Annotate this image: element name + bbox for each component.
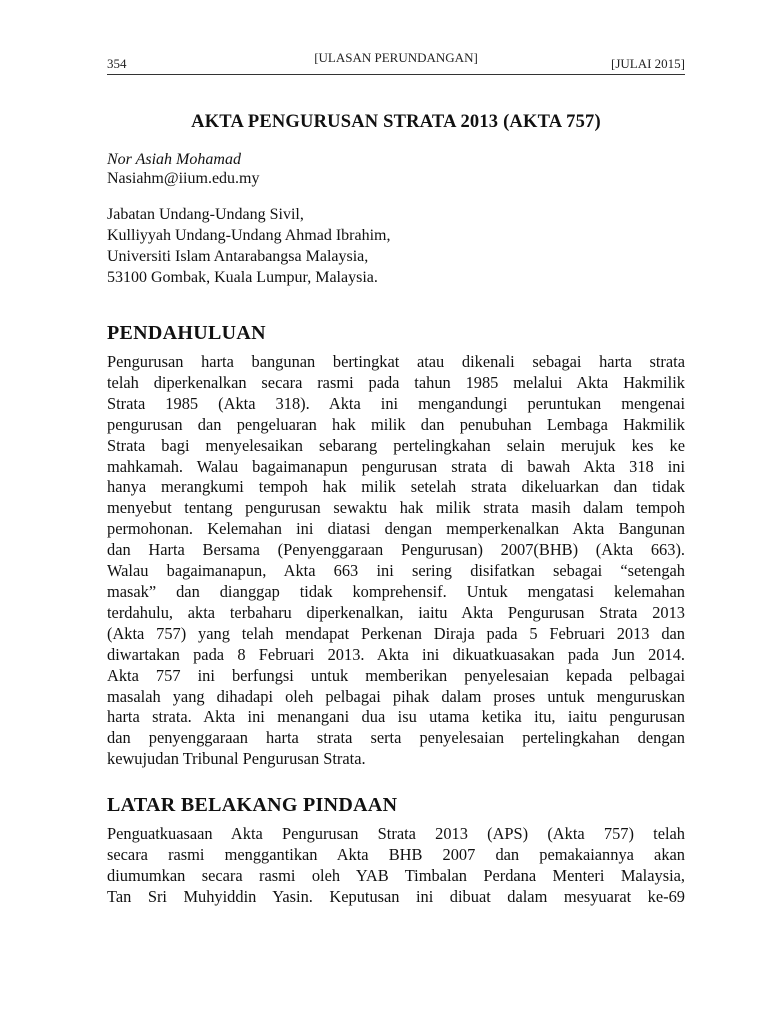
- running-header: [107, 52, 685, 75]
- affiliation-line: Kulliyyah Undang-Undang Ahmad Ibrahim,: [107, 227, 391, 244]
- body-text-line: masalah yang dihadapi oleh pelbagai pihak dalam proses untuk menguruskan: [107, 686, 685, 706]
- body-text-line: Strata 1985 (Akta 318). Akta ini mengandungi peruntukan mengenai: [107, 393, 685, 413]
- header-date: [JULAI 2015]: [610, 56, 685, 71]
- page-number: 354: [107, 56, 127, 71]
- body-text-line: Akta 757 ini berfungsi untuk memberikan penyelesaian kepada pelbagai: [107, 665, 685, 685]
- body-text-line: diumumkan secara rasmi oleh YAB Timbalan Perdana Menteri Malaysia,: [107, 865, 685, 885]
- body-text-line: pengurusan dan pengeluaran hak milik dan penubuhan Lembaga Hakmilik: [107, 414, 685, 434]
- body-text-line: dan penyenggaraan harta strata serta penyelesaian pertelingkahan dengan: [107, 728, 685, 748]
- article-title: AKTA PENGURUSAN STRATA 2013 (AKTA 757): [191, 112, 601, 132]
- body-text-line: Penguatkuasaan Akta Pengurusan Strata 2013 (APS) (Akta 757) telah: [107, 824, 685, 843]
- body-text-line: kewujudan Tribunal Pengurusan Strata.: [107, 749, 366, 769]
- section-heading-pendahuluan: PENDAHULUAN: [107, 322, 266, 344]
- body-text-line: (Akta 757) yang telah mendapat Perkenan Diraja pada 5 Februari 2013 dan: [107, 623, 685, 643]
- body-text-line: diwartakan pada 8 Februari 2013. Akta ini dikuatkuasakan pada Jun 2014.: [107, 644, 685, 664]
- body-text-line: dan Harta Bersama (Penyenggaraan Pengurusan) 2007(BHB) (Akta 663).: [107, 540, 685, 560]
- body-text-line: harta strata. Akta ini menangani dua isu utama ketika itu, iaitu pengurusan: [107, 707, 685, 727]
- author-email: Nasiahm@iium.edu.my: [107, 170, 260, 187]
- body-text-line: Walau bagaimanapun, Akta 663 ini sering disifatkan sebagai “setengah: [107, 561, 685, 581]
- body-text-line: Strata bagi menyelesaikan sebarang pertelingkahan selain merujuk kes ke: [107, 435, 685, 455]
- author-name: Nor Asiah Mohamad: [107, 151, 241, 168]
- section-heading-latar-belakang: LATAR BELAKANG PINDAAN: [107, 794, 398, 816]
- affiliation-line: 53100 Gombak, Kuala Lumpur, Malaysia.: [107, 269, 378, 286]
- section-body-latar-belakang: [107, 824, 685, 908]
- body-text-line: secara rasmi menggantikan Akta BHB 2007 dan pemakaiannya akan: [107, 844, 685, 864]
- body-text-line: masak” dan dianggap tidak komprehensif. Untuk mengatasi kelemahan: [107, 581, 685, 601]
- body-text-line: hanya merangkumi tempoh hak milik setelah strata dikeluarkan dan tidak: [107, 477, 685, 497]
- body-text-line: permohonan. Kelemahan ini diatasi dengan memperkenalkan Akta Bangunan: [107, 519, 685, 539]
- body-text-line: mahkamah. Walau bagaimanapun pengurusan strata di bawah Akta 318 ini: [107, 456, 685, 476]
- affiliation-line: Universiti Islam Antarabangsa Malaysia,: [107, 248, 369, 265]
- body-text-line: terdahulu, akta terbaharu diperkenalkan, iaitu Akta Pengurusan Strata 2013: [107, 602, 685, 622]
- section-body-pendahuluan: [107, 352, 685, 770]
- body-text-line: Pengurusan harta bangunan bertingkat atau dikenali sebagai harta strata: [107, 352, 685, 371]
- body-text-line: Tan Sri Muhyiddin Yasin. Keputusan ini dibuat dalam mesyuarat ke-69: [107, 886, 685, 906]
- header-section: [ULASAN PERUNDANGAN]: [314, 50, 478, 65]
- author-affiliation: [107, 204, 685, 288]
- body-text-line: telah diperkenalkan secara rasmi pada tahun 1985 melalui Akta Hakmilik: [107, 372, 685, 392]
- body-text-line: menyebut tentang pengurusan sewaktu hak milik strata masih dalam tempoh: [107, 498, 685, 518]
- affiliation-line: Jabatan Undang-Undang Sivil,: [107, 206, 304, 223]
